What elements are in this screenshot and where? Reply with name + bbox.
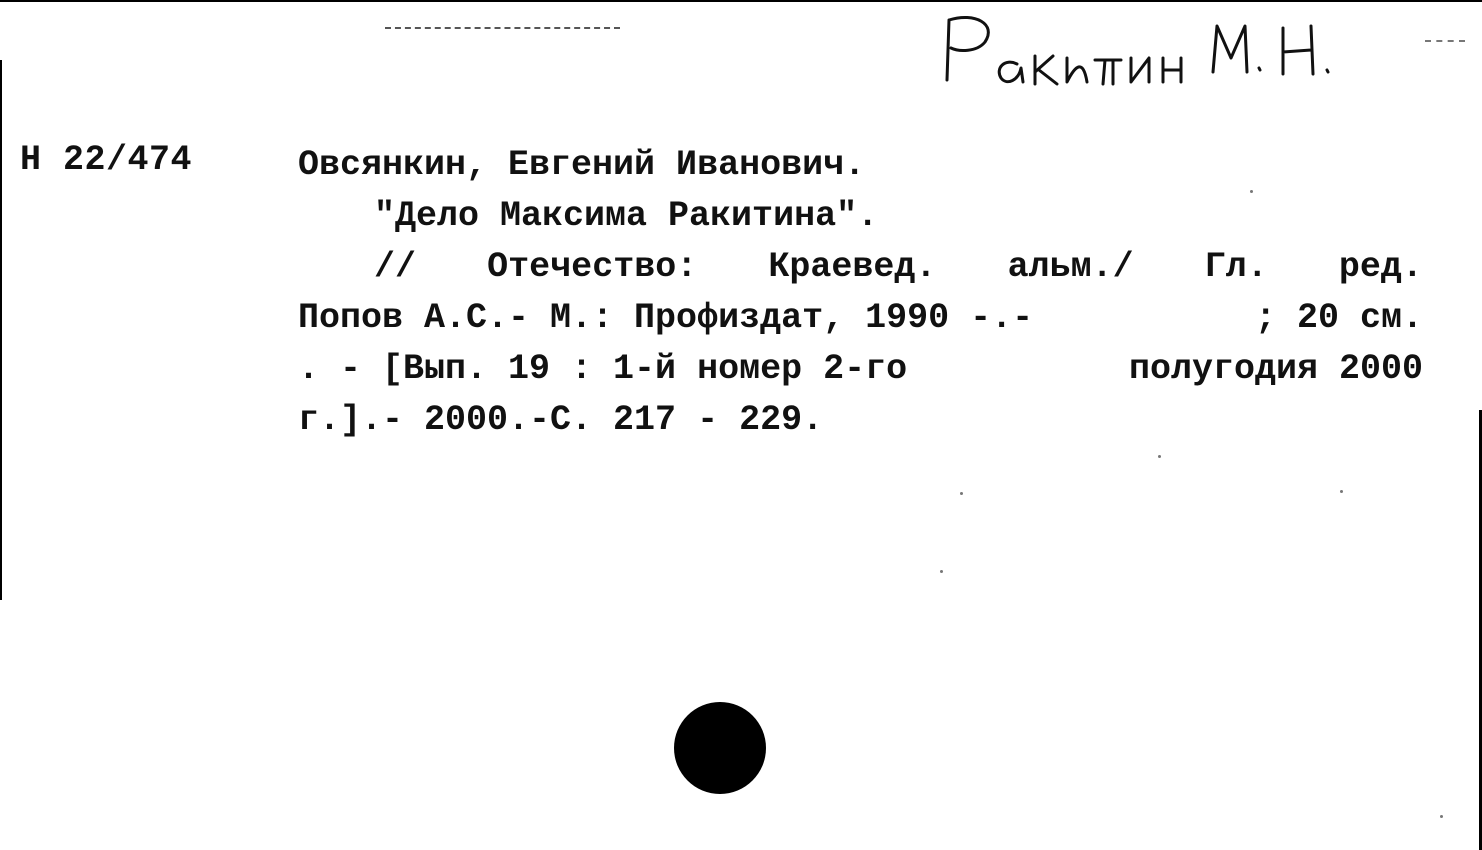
source-word: // [374,247,417,287]
card-left-edge [0,60,2,600]
issue-part: . - [Вып. 19 : 1-й номер 2-го [298,349,908,389]
source-word: ред. [1338,247,1423,287]
title-line: "Дело Максима Ракитина". [374,196,879,236]
top-right-dashed-rule [1425,40,1465,42]
scan-speck [1250,190,1253,193]
scan-speck [1340,490,1343,493]
source-word: Краевед. [768,247,937,287]
pages-line: г.].- 2000.-С. 217 - 229. [298,400,824,440]
source-word: Отечество: [487,247,698,287]
source-line [298,242,1423,293]
source-word: альм./ [1007,247,1134,287]
scan-speck [1440,815,1443,818]
scan-speck [1158,455,1161,458]
source-word: Гл. [1204,247,1268,287]
punch-hole [674,702,766,794]
call-number: Н 22/474 [20,140,193,180]
issue-part: полугодия 2000 [1128,349,1423,389]
publisher-part: ; 20 см. [1254,298,1423,338]
publisher-part: Попов А.С.- М.: Профиздат, 1990 -.- [298,298,1034,338]
author-line: Овсянкин, Евгений Иванович. [298,145,866,185]
scan-speck [960,492,963,495]
top-dashed-rule [385,27,620,29]
handwritten-heading [935,2,1365,102]
publisher-line [298,293,1423,344]
bibliographic-entry [298,140,1423,446]
scan-speck [940,570,943,573]
issue-line [298,344,1423,395]
